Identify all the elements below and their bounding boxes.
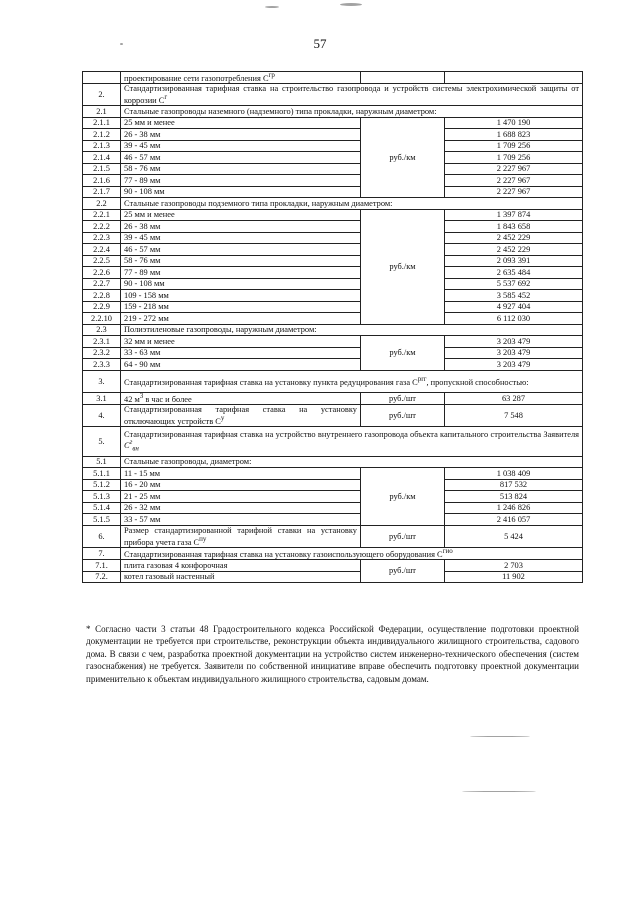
table-row [83, 163, 583, 175]
item-number: 2.3.1 [83, 336, 121, 348]
table-row [83, 525, 583, 547]
rate-value: 1 843 658 [445, 221, 583, 233]
table-row [83, 106, 583, 118]
table-row [83, 140, 583, 152]
item-description: Стальные газопроводы, диаметром: [121, 456, 583, 468]
table-row [83, 347, 583, 359]
item-description: 90 - 108 мм [121, 186, 361, 198]
item-description: проектирование сети газопотребления $С^{гр}$ [121, 72, 361, 84]
rate-value: 3 585 452 [445, 290, 583, 302]
table-row [83, 313, 583, 325]
item-number: 2.1 [83, 106, 121, 118]
item-number: 5.1.2 [83, 479, 121, 491]
item-number: 2.1.7 [83, 186, 121, 198]
unit-cell: руб./шт [361, 392, 445, 404]
item-number: 7.1. [83, 560, 121, 572]
item-number: 2.2.5 [83, 255, 121, 267]
item-description: Полиэтиленовые газопроводы, наружным диаметром: [121, 324, 583, 336]
item-number: 7. [83, 547, 121, 559]
item-number: 2.3.2 [83, 347, 121, 359]
table-row [83, 456, 583, 468]
item-number: 5.1.4 [83, 502, 121, 514]
item-description: Стандартизированная тарифная ставка на устройство внутреннего газопровода объекта капитального строительства Заявителя $С^г_{вн}$ [121, 426, 583, 456]
rate-value: 6 112 030 [445, 313, 583, 325]
table-row [83, 426, 583, 456]
rate-value: 1 397 874 [445, 209, 583, 221]
item-number: 5. [83, 426, 121, 456]
item-description: Стандартизированная тарифная ставка на установку отключающих устройств $С^у$ [121, 404, 361, 426]
page-number: 57 [313, 36, 327, 51]
item-description: 39 - 45 мм [121, 232, 361, 244]
item-number: 2.2.3 [83, 232, 121, 244]
table-row [83, 255, 583, 267]
rate-value: 2 227 967 [445, 186, 583, 198]
rate-value: 1 470 190 [445, 117, 583, 129]
rate-value: 2 227 967 [445, 175, 583, 187]
table-row [83, 198, 583, 210]
item-description: 11 - 15 мм [121, 468, 361, 480]
table-row [83, 336, 583, 348]
item-number: 2.1.4 [83, 152, 121, 164]
item-number: 3. [83, 370, 121, 392]
item-number: 2.2.6 [83, 267, 121, 279]
item-number: 3.1 [83, 392, 121, 404]
item-description: 26 - 32 мм [121, 502, 361, 514]
rate-value: 4 927 404 [445, 301, 583, 313]
rate-value: 1 709 256 [445, 140, 583, 152]
item-description: 77 - 89 мм [121, 267, 361, 279]
item-number: 4. [83, 404, 121, 426]
table-row [83, 392, 583, 404]
rate-value: 2 416 057 [445, 514, 583, 526]
rate-value: 3 203 479 [445, 359, 583, 371]
table-row [83, 84, 583, 106]
item-description: 64 - 90 мм [121, 359, 361, 371]
table-row [83, 278, 583, 290]
scan-speck [265, 6, 279, 8]
item-number [83, 72, 121, 84]
item-number: 2.2.7 [83, 278, 121, 290]
table-row [83, 267, 583, 279]
rate-value: 1 688 823 [445, 129, 583, 141]
rate-value: 1 038 409 [445, 468, 583, 480]
item-description: 26 - 38 мм [121, 221, 361, 233]
rate-value: 3 203 479 [445, 336, 583, 348]
item-description: Стальные газопроводы наземного (надземного) типа прокладки, наружным диаметром: [121, 106, 583, 118]
unit-cell [361, 72, 445, 84]
rate-value: 7 548 [445, 404, 583, 426]
item-number: 2.2 [83, 198, 121, 210]
rate-value: 2 703 [445, 560, 583, 572]
item-number: 5.1 [83, 456, 121, 468]
rate-value [445, 72, 583, 84]
table-row [83, 72, 583, 84]
unit-cell: руб./км [361, 468, 445, 526]
table-row [83, 175, 583, 187]
scan-speck [340, 3, 362, 6]
item-description: 33 - 63 мм [121, 347, 361, 359]
item-number: 2.2.8 [83, 290, 121, 302]
rate-value: 817 532 [445, 479, 583, 491]
item-number: 5.1.1 [83, 468, 121, 480]
rate-value: 513 824 [445, 491, 583, 503]
rate-value: 3 203 479 [445, 347, 583, 359]
table-row [83, 547, 583, 559]
footnote: * Согласно части 3 статьи 48 Градостроительного кодекса Российской Федерации, осуществление подготовки проектной документации не требуется при строительстве, реконструкции объекта индивидуального жилищного строительства, садового дома. В связи с чем, разработка проектной документации на устройство систем инженерно-технического обеспечения (систем газоснабжения) не требуется. Заявители по собственной инициативе вправе обеспечить подготовку проектной документации применительно к объектам индивидуального жилищного строительства, садовым домам. [86, 624, 579, 684]
item-number: 2.2.4 [83, 244, 121, 256]
item-description: 25 мм и менее [121, 117, 361, 129]
rate-value: 2 227 967 [445, 163, 583, 175]
item-description: 25 мм и менее [121, 209, 361, 221]
item-description: 39 - 45 мм [121, 140, 361, 152]
item-description: 46 - 57 мм [121, 244, 361, 256]
item-number: 7.2. [83, 571, 121, 583]
table-row [83, 404, 583, 426]
item-description: 77 - 89 мм [121, 175, 361, 187]
rate-value: 63 287 [445, 392, 583, 404]
unit-cell: руб./км [361, 117, 445, 198]
item-number: 2.2.2 [83, 221, 121, 233]
item-description: 26 - 38 мм [121, 129, 361, 141]
scan-speck [470, 736, 530, 737]
item-number: 2.1.3 [83, 140, 121, 152]
table-row [83, 491, 583, 503]
item-description: 32 мм и менее [121, 336, 361, 348]
unit-cell: руб./км [361, 209, 445, 324]
item-description: Стандартизированная тарифная ставка на строительство газопровода и устройств системы электрохимической защиты от коррозии $С^г$ [121, 84, 583, 106]
item-number: 2.2.10 [83, 313, 121, 325]
unit-cell: руб./шт [361, 525, 445, 547]
scan-speck [462, 791, 536, 792]
item-number: 2.1.5 [83, 163, 121, 175]
item-description: Размер стандартизированной тарифной ставки на установку прибора учета газа $С^{пу}$ [121, 525, 361, 547]
item-description: Стандартизированная тарифная ставка на установку газоиспользующего оборудования $С^{гио}$ [121, 547, 583, 559]
rate-value: 5 424 [445, 525, 583, 547]
item-description: Стандартизированная тарифная ставка на установку пункта редуцирования газа $С^{prг}$, пропускной способностью: [121, 370, 583, 392]
table-row [83, 571, 583, 583]
item-description: 58 - 76 мм [121, 163, 361, 175]
table-row [83, 152, 583, 164]
item-number: 2.1.6 [83, 175, 121, 187]
item-description: 16 - 20 мм [121, 479, 361, 491]
rate-value: 2 093 391 [445, 255, 583, 267]
table-row [83, 186, 583, 198]
table-row [83, 514, 583, 526]
item-description: 159 - 218 мм [121, 301, 361, 313]
item-number: 5.1.3 [83, 491, 121, 503]
item-number: 2.1.2 [83, 129, 121, 141]
item-number: 2. [83, 84, 121, 106]
item-number: 2.1.1 [83, 117, 121, 129]
rate-value: 11 902 [445, 571, 583, 583]
rate-value: 1 246 826 [445, 502, 583, 514]
item-number: 2.2.9 [83, 301, 121, 313]
item-description: 90 - 108 мм [121, 278, 361, 290]
item-description: 42 $м^3$ в час и более [121, 392, 361, 404]
item-number: 5.1.5 [83, 514, 121, 526]
item-number: 2.2.1 [83, 209, 121, 221]
item-description: плита газовая 4 конфорочная [121, 560, 361, 572]
item-description: 219 - 272 мм [121, 313, 361, 325]
unit-cell: руб./шт [361, 560, 445, 583]
table-row [83, 468, 583, 480]
table-row [83, 370, 583, 392]
table-row [83, 290, 583, 302]
table-row [83, 232, 583, 244]
table-row [83, 560, 583, 572]
rate-value: 5 537 692 [445, 278, 583, 290]
table-row [83, 221, 583, 233]
table-row [83, 301, 583, 313]
item-description: 109 - 158 мм [121, 290, 361, 302]
item-description: котел газовый настенный [121, 571, 361, 583]
item-number: 2.3.3 [83, 359, 121, 371]
table-row [83, 324, 583, 336]
item-description: 21 - 25 мм [121, 491, 361, 503]
table-row [83, 479, 583, 491]
item-number: 6. [83, 525, 121, 547]
rate-value: 1 709 256 [445, 152, 583, 164]
table-row [83, 359, 583, 371]
scan-speck [120, 43, 123, 45]
item-number: 2.3 [83, 324, 121, 336]
unit-cell: руб./км [361, 336, 445, 371]
item-description: Стальные газопроводы подземного типа прокладки, наружным диаметром: [121, 198, 583, 210]
table-row [83, 244, 583, 256]
item-description: 46 - 57 мм [121, 152, 361, 164]
unit-cell: руб./шт [361, 404, 445, 426]
rate-value: 2 452 229 [445, 244, 583, 256]
rate-value: 2 635 484 [445, 267, 583, 279]
item-description: 58 - 76 мм [121, 255, 361, 267]
item-description: 33 - 57 мм [121, 514, 361, 526]
rate-value: 2 452 229 [445, 232, 583, 244]
tariff-table [82, 71, 583, 583]
table-row [83, 117, 583, 129]
table-row [83, 209, 583, 221]
table-row [83, 502, 583, 514]
table-row [83, 129, 583, 141]
